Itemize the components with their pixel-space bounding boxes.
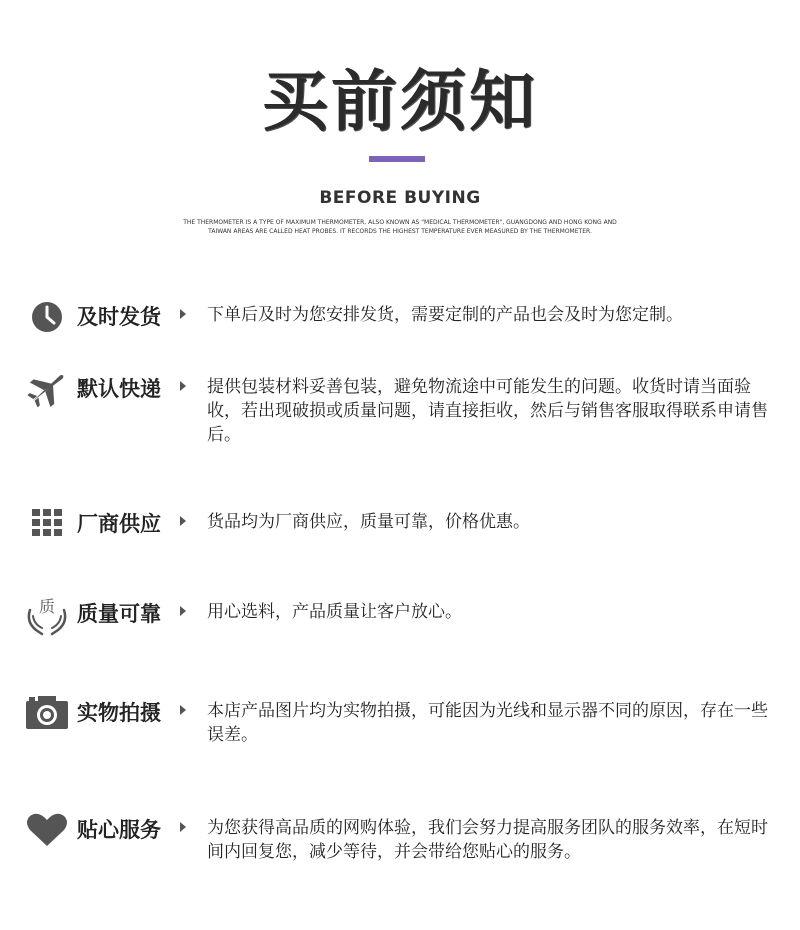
clock-icon [24, 297, 70, 337]
item-label: 默认快递 [77, 377, 161, 401]
chevron-right-icon [180, 606, 186, 616]
item-text: 提供包装材料妥善包装，避免物流途中可能发生的问题。收货时请当面验收，若出现破损或质量问题，请直接拒收，然后与销售客服取得联系申请售后。 [207, 377, 768, 445]
quality-hands-icon [24, 594, 70, 634]
camera-icon [24, 693, 70, 733]
subtitle: BEFORE BUYING [319, 188, 481, 208]
chevron-right-icon [180, 822, 186, 832]
description: THE THERMOMETER IS A TYPE OF MAXIMUM THERMOMETER, ALSO KNOWN AS "MEDICAL THERMOMETER", GUANGDONG AND HONG KONG AND TAIWAN AREAS ARE CALLED HEAT PROBES. IT RECORDS THE HIGHEST TEMPERATURE EVER MEASURED BY THE THERMOMETER. [183, 219, 617, 235]
title-accent-bar [369, 156, 425, 162]
item-text: 为您获得高品质的网购体验，我们会努力提高服务团队的服务效率，在短时间内回复您，减少等待，并会带给您贴心的服务。 [207, 818, 768, 862]
item-text: 下单后及时为您安排发货，需要定制的产品也会及时为您定制。 [207, 305, 683, 325]
airplane-icon [24, 369, 70, 409]
item-label: 及时发货 [77, 305, 161, 329]
svg-text:质: 质 [38, 597, 56, 616]
item-text: 本店产品图片均为实物拍摄，可能因为光线和显示器不同的原因，存在一些误差。 [207, 701, 768, 745]
item-label: 贴心服务 [77, 818, 161, 842]
chevron-right-icon [180, 516, 186, 526]
grid-icon [24, 504, 70, 544]
chevron-right-icon [180, 309, 186, 319]
heart-icon [24, 810, 70, 850]
item-label: 质量可靠 [77, 602, 161, 626]
item-label: 厂商供应 [77, 512, 161, 536]
item-text: 货品均为厂商供应，质量可靠，价格优惠。 [207, 512, 530, 532]
chevron-right-icon [180, 381, 186, 391]
item-text: 用心选料，产品质量让客户放心。 [207, 602, 462, 622]
chevron-right-icon [180, 705, 186, 715]
page-title: 买前须知 [262, 63, 538, 140]
item-label: 实物拍摄 [77, 701, 161, 725]
